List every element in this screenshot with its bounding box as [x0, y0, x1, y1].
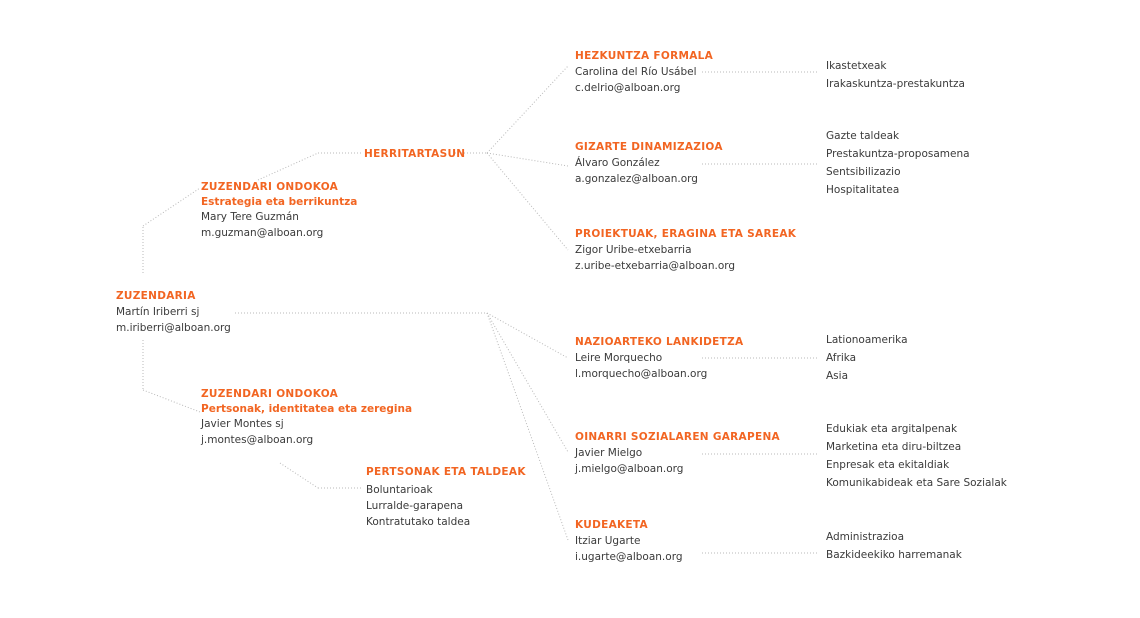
social-dynamization-name: Álvaro González	[575, 157, 660, 169]
list-item: Marketina eta diru-biltzea	[826, 441, 962, 453]
social-dynamization-email[interactable]: a.gonzalez@alboan.org	[575, 173, 698, 185]
deputy-people-title: ZUZENDARI ONDOKOA	[201, 388, 339, 400]
deputy-strategy-name: Mary Tere Guzmán	[201, 211, 299, 223]
management-email[interactable]: i.ugarte@alboan.org	[575, 551, 683, 563]
list-item: Bazkideekiko harremanak	[826, 549, 962, 561]
formal-education-email[interactable]: c.delrio@alboan.org	[575, 82, 681, 94]
management-node	[575, 517, 683, 565]
management-name: Itziar Ugarte	[575, 535, 641, 547]
social-dynamization-title: GIZARTE DINAMIZAZIOA	[575, 141, 723, 153]
people-teams-item: Boluntarioak	[366, 484, 433, 496]
projects-email[interactable]: z.uribe-etxebarria@alboan.org	[575, 260, 736, 272]
connector-citizenship-projects	[487, 153, 568, 250]
list-item: Komunikabideak eta Sare Sozialak	[826, 477, 1007, 489]
formal-education-title: HEZKUNTZA FORMALA	[575, 50, 714, 62]
director-email[interactable]: m.iriberri@alboan.org	[116, 322, 231, 334]
director-title: ZUZENDARIA	[116, 290, 196, 302]
projects-title: PROIEKTUAK, ERAGINA ETA SAREAK	[575, 228, 797, 240]
connector-director-deputy-people-diag	[143, 390, 200, 412]
connector-director-international	[487, 313, 568, 358]
connector-people-teams-diag	[280, 463, 318, 488]
deputy-people-subtitle: Pertsonak, identitatea eta zeregina	[201, 403, 413, 415]
deputy-strategy-subtitle: Estrategia eta berrikuntza	[201, 196, 358, 208]
people-teams-item: Kontratutako taldea	[366, 516, 471, 528]
formal-education-list	[826, 57, 965, 93]
international-title: NAZIOARTEKO LANKIDETZA	[575, 336, 744, 348]
social-dynamization-list	[826, 127, 970, 199]
connector-director-deputy-strategy-diag	[143, 188, 200, 226]
people-teams-title: PERTSONAK ETA TALDEAK	[366, 466, 526, 478]
social-dynamization-node	[575, 139, 723, 187]
international-node	[575, 334, 743, 382]
social-base-title: OINARRI SOZIALAREN GARAPENA	[575, 431, 780, 443]
management-title: KUDEAKETA	[575, 519, 648, 531]
list-item: Afrika	[826, 352, 857, 364]
social-base-name: Javier Mielgo	[575, 447, 643, 459]
list-item: Gazte taldeak	[826, 130, 900, 142]
deputy-people-name: Javier Montes sj	[201, 418, 284, 430]
connector-citizenship-social	[487, 153, 568, 166]
list-item: Lationoamerika	[826, 334, 908, 346]
social-base-node	[575, 429, 780, 477]
list-item: Enpresak eta ekitaldiak	[826, 459, 950, 471]
deputy-strategy-title: ZUZENDARI ONDOKOA	[201, 181, 339, 193]
formal-education-name: Carolina del Río Usábel	[575, 66, 697, 78]
list-item: Edukiak eta argitalpenak	[826, 423, 958, 435]
list-item: Prestakuntza-proposamena	[826, 148, 970, 160]
social-base-list	[826, 420, 1007, 492]
deputy-people-node	[201, 386, 412, 448]
citizenship-title: HERRITARTASUN	[364, 148, 466, 160]
people-teams-item: Lurralde-garapena	[366, 500, 464, 512]
people-teams-node	[366, 464, 526, 530]
connector-citizenship-formal	[487, 66, 568, 153]
list-item: Administrazioa	[826, 531, 905, 543]
list-item: Asia	[826, 370, 849, 382]
deputy-strategy-node	[201, 179, 357, 241]
deputy-people-email[interactable]: j.montes@alboan.org	[201, 434, 314, 446]
list-item: Hospitalitatea	[826, 184, 900, 196]
projects-node	[575, 226, 796, 274]
list-item: Sentsibilizazio	[826, 166, 901, 178]
connector-strategy-citizenship-diag	[258, 153, 318, 180]
international-list	[826, 331, 908, 385]
international-email[interactable]: l.morquecho@alboan.org	[575, 368, 708, 380]
social-base-email[interactable]: j.mielgo@alboan.org	[575, 463, 684, 475]
deputy-strategy-email[interactable]: m.guzman@alboan.org	[201, 227, 324, 239]
director-name: Martín Iriberri sj	[116, 306, 200, 318]
list-item: Ikastetxeak	[826, 60, 887, 72]
citizenship-node	[364, 146, 465, 162]
list-item: Irakaskuntza-prestakuntza	[826, 78, 965, 90]
international-name: Leire Morquecho	[575, 352, 663, 364]
formal-education-node	[575, 48, 713, 96]
connector-director-socialbase	[487, 313, 568, 452]
management-list	[826, 528, 962, 564]
director-node	[116, 288, 231, 336]
projects-name: Zigor Uribe-etxebarria	[575, 244, 692, 256]
